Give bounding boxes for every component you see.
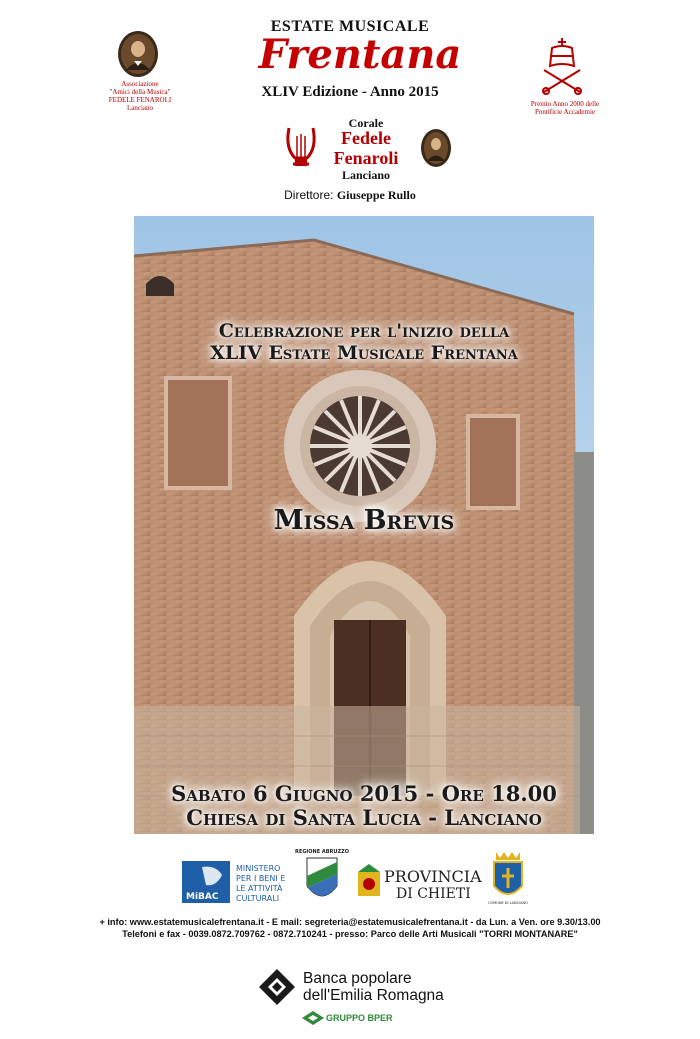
- festival-name-script: [210, 30, 510, 80]
- event-date: Sabato 6 Giugno 2015 - Ore 18.00: [171, 781, 557, 806]
- choir-city: Lanciano: [341, 168, 390, 182]
- event-venue: Chiesa di Santa Lucia - Lanciano: [186, 805, 542, 830]
- event-details: [134, 782, 594, 830]
- association-line2: "Amici della Musica": [109, 88, 171, 96]
- edition-label: XLIV Edizione - Anno 2015: [261, 84, 439, 100]
- comune-label: COMUNE DI LANCIANO: [488, 901, 528, 905]
- mibac-line3: LE ATTIVITÀ: [236, 884, 283, 893]
- association-line1: Associazione: [121, 80, 159, 88]
- mibac-logo-icon: [182, 861, 294, 903]
- concert-title: Missa Brevis: [273, 505, 455, 536]
- papal-award-text: [510, 100, 620, 116]
- papal-award-line2: Pontificie Accademie: [534, 108, 596, 116]
- bank-name-line1: Banca popolare: [303, 970, 412, 987]
- mibac-line4: CULTURALI: [236, 894, 280, 903]
- contact-info-line2: Telefoni e fax - 0039.0872.709762 - 0872.710241 - presso: Parco delle Arti Musicali "TORRI MONTANARE": [122, 929, 578, 939]
- contact-info: [0, 916, 700, 940]
- choir-name-line1: Fedele: [341, 128, 391, 148]
- director-line: [0, 188, 700, 203]
- bank-name: [303, 970, 503, 1004]
- bper-logo-icon: [258, 968, 296, 1006]
- contact-info-line1: + info: www.estatemusicalefrentana.it - E mail: segreteria@estatemusicalefrentana.it - da Lun. a Ven. ore 9.30/13.00: [99, 917, 601, 927]
- provincia-chieti-logo-icon: [356, 858, 482, 902]
- association-text: [92, 80, 188, 112]
- regione-label: REGIONE ABRUZZO: [295, 849, 349, 855]
- mibac-line1: MINISTERO: [236, 864, 281, 873]
- choir-name-line2: Fenaroli: [333, 148, 399, 168]
- fenaroli-portrait-icon: [116, 30, 160, 78]
- choir-label: Corale: [348, 116, 384, 130]
- celebration-heading: [134, 320, 594, 364]
- association-line4: Lanciano: [126, 104, 154, 112]
- gruppo-bper-icon: [302, 1011, 324, 1025]
- gruppo-bper-label: GRUPPO BPER: [326, 1013, 393, 1023]
- provincia-line1: PROVINCIA: [384, 867, 482, 886]
- choir-name: [316, 128, 416, 168]
- papal-emblem-icon: [536, 36, 588, 98]
- festival-label: ESTATE MUSICALE: [270, 18, 430, 35]
- regione-abruzzo-logo-icon: [295, 846, 349, 906]
- director-name: Giuseppe Rullo: [336, 188, 416, 202]
- papal-award-line1: Premio Anno 2000 delle: [530, 100, 600, 108]
- church-poster: [134, 216, 594, 834]
- lyre-icon: [283, 124, 319, 170]
- celebration-line2: XLIV Estate Musicale Frentana: [210, 342, 518, 364]
- mibac-abbr: MiBAC: [186, 892, 219, 902]
- director-label: Direttore:: [284, 188, 334, 202]
- celebration-line1: Celebrazione per l'inizio della: [218, 320, 510, 342]
- association-line3: FEDELE FENAROLI: [108, 96, 172, 104]
- bank-name-line2: dell'Emilia Romagna: [303, 987, 444, 1004]
- provincia-line2: DI CHIETI: [396, 886, 471, 902]
- choir-portrait-icon: [420, 128, 452, 168]
- festival-name-text: Frentana: [258, 31, 462, 78]
- mibac-line2: PER I BENI E: [236, 874, 286, 883]
- comune-lanciano-crest-icon: [488, 848, 528, 906]
